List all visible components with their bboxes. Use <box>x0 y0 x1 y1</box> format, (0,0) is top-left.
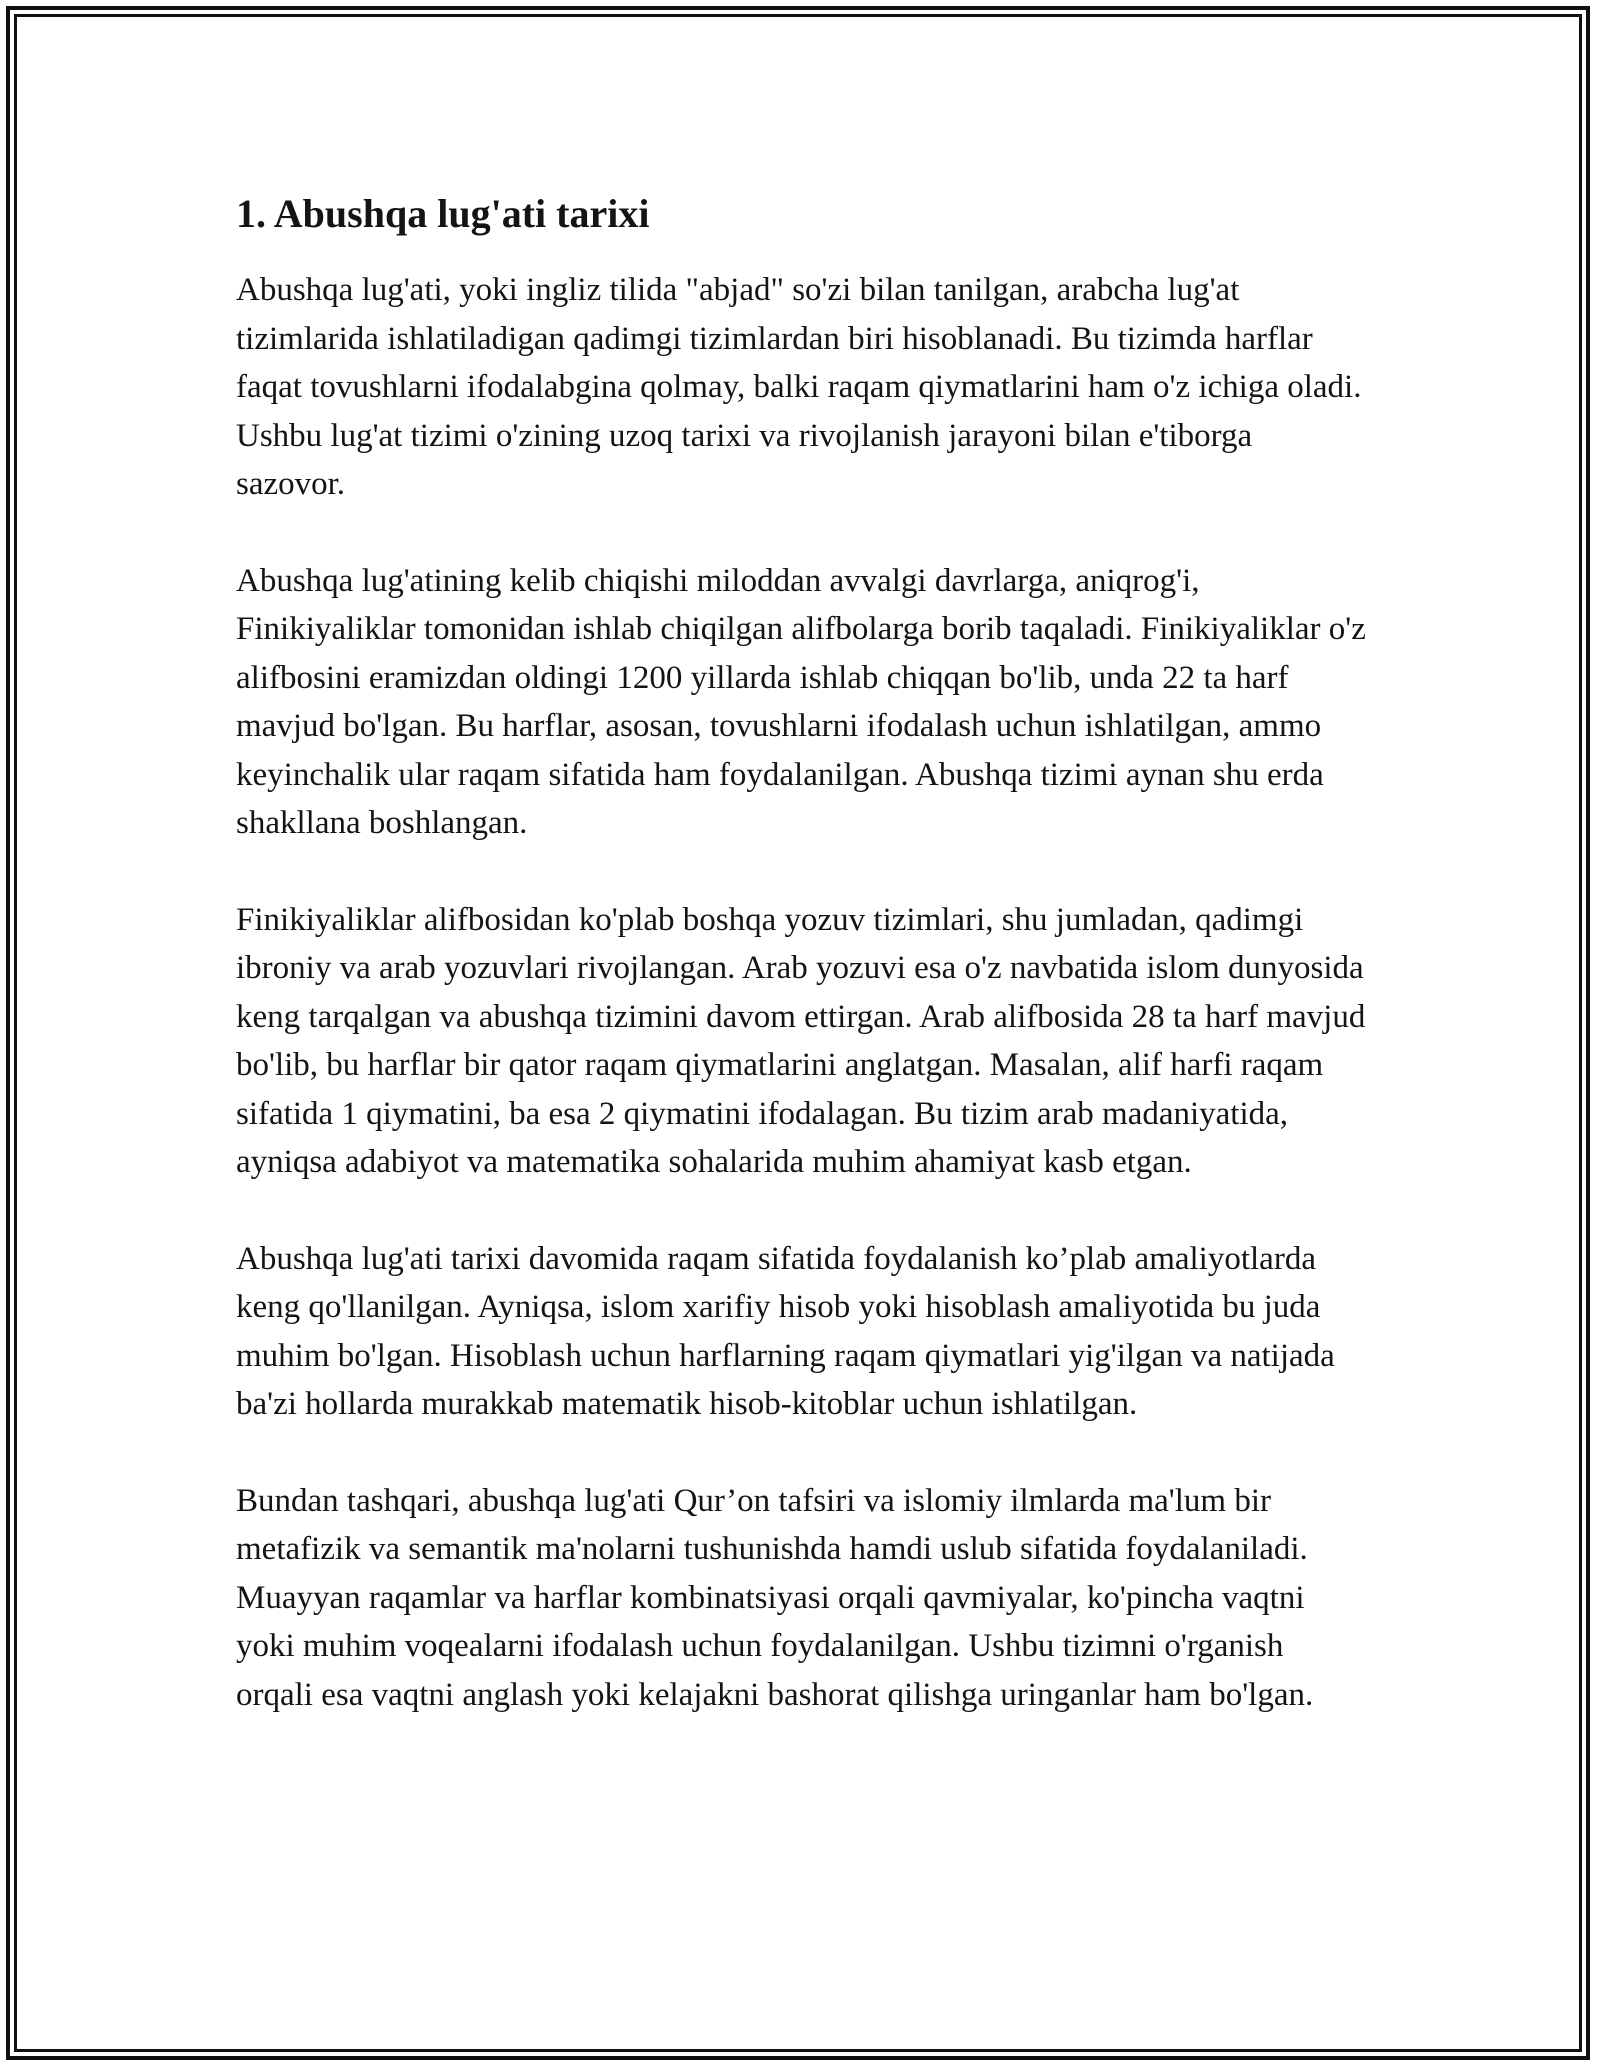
paragraph-2: Abushqa lug'atining kelib chiqishi miloddan avvalgi davrlarga, aniqrog'i, Finikiyaliklar tomonidan ishlab chiqilgan alifbolarga borib taqaladi. Finikiyaliklar o'z alifbosini eramizdan oldingi 1200 yillarda ishlab chiqqan bo'lib, unda 22 ta harf mavjud bo'lgan. Bu harflar, asosan, tovushlarni ifodalash uchun ishlatilgan, ammo keyinchalik ular raqam sifatida ham foydalanilgan. Abushqa tizimi aynan shu erda shakllana boshlangan. <box>236 562 1366 841</box>
paragraph-4: Abushqa lug'ati tarixi davomida raqam sifatida foydalanish ko’plab amaliyotlarda keng qo'llanilgan. Ayniqsa, islom xarifiy hisob yoki hisoblash amaliyotida bu juda muhim bo'lgan. Hisoblash uchun harflarning raqam qiymatlari yig'ilgan va natijada ba'zi hollarda murakkab matematik hisob-kitoblar uchun ishlatilgan. <box>236 1240 1335 1422</box>
paragraph-5: Bundan tashqari, abushqa lug'ati Qur’on tafsiri va islomiy ilmlarda ma'lum bir metafizik va semantik ma'nolarni tushunishda hamdi uslub sifatida foydalaniladi. Muayyan raqamlar va harflar kombinatsiyasi orqali qavmiyalar, ko'pincha vaqtni yoki muhim voqealarni ifodalash uchun foydalanilgan. Ushbu tizimni o'rganish orqali esa vaqtni anglash yoki kelajakni bashorat qilishga uringanlar ham bo'lgan. <box>236 1482 1314 1713</box>
paragraph-3: Finikiyaliklar alifbosidan ko'plab boshqa yozuv tizimlari, shu jumladan, qadimgi ibroniy va arab yozuvlari rivojlangan. Arab yozuvi esa o'z navbatida islom dunyosida keng tarqalgan va abushqa tizimini davom ettirgan. Arab alifbosida 28 ta harf mavjud bo'lib, bu harflar bir qator raqam qiymatlarini anglatgan. Masalan, alif harfi raqam sifatida 1 qiymatini, ba esa 2 qiymatini ifodalagan. Bu tizim arab madaniyatida, ayniqsa adabiyot va matematika sohalarida muhim ahamiyat kasb etgan. <box>236 901 1366 1180</box>
paragraph-1: Abushqa lug'ati, yoki ingliz tilida "abjad" so'zi bilan tanilgan, arabcha lug'at tizimlarida ishlatiladigan qadimgi tizimlardan biri hisoblanadi. Bu tizimda harflar faqat tovushlarni ifodalabgina qolmay, balki raqam qiymatlarini ham o'z ichiga oladi. Ushbu lug'at tizimi o'zining uzoq tarixi va rivojlanish jarayoni bilan e'tiborga sazovor. <box>236 272 1362 502</box>
document-body <box>236 188 1366 1767</box>
section-heading: 1. Abushqa lug'ati tarixi <box>236 191 650 236</box>
